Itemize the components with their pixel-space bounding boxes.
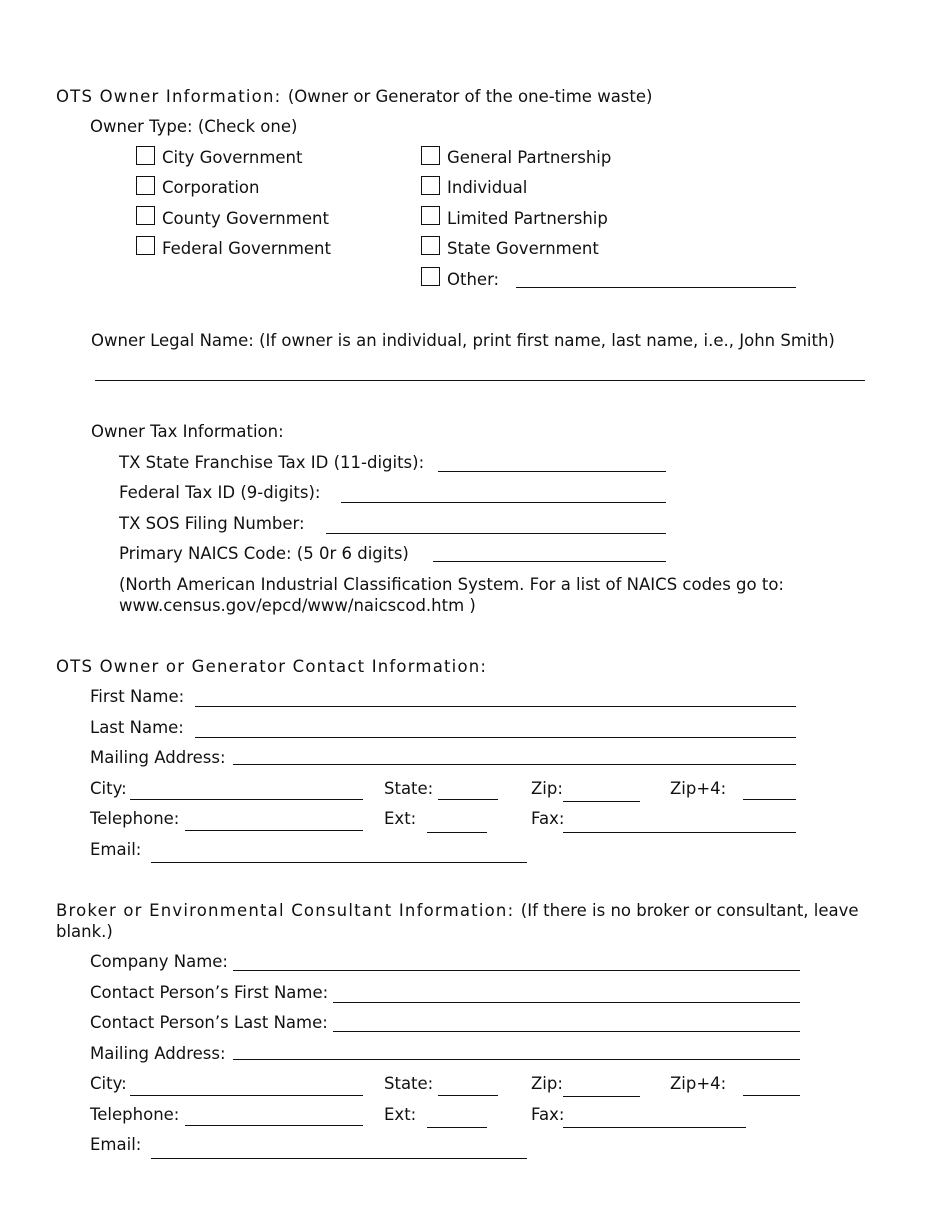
broker-mailing-field[interactable]: [233, 1059, 800, 1060]
contact-zip4-field[interactable]: [743, 799, 796, 800]
naics-label: Primary NAICS Code: (5 0r 6 digits): [119, 544, 409, 563]
broker-telephone-label: Telephone:: [90, 1105, 180, 1124]
naics-note-1: (North American Industrial Classification System. For a list of NAICS codes go to:: [119, 575, 784, 594]
broker-fax-field[interactable]: [563, 1127, 746, 1128]
broker-email-label: Email:: [90, 1135, 142, 1154]
option-individual: Individual: [447, 178, 528, 197]
broker-mailing-label: Mailing Address:: [90, 1044, 226, 1063]
contact-city-field[interactable]: [130, 799, 363, 800]
contact-zip4-label: Zip+4:: [670, 779, 727, 798]
broker-telephone-field[interactable]: [185, 1125, 363, 1126]
broker-info-note: (If there is no broker or consultant, leave: [520, 901, 859, 920]
checkbox-city-government[interactable]: [136, 146, 155, 165]
broker-zip-label: Zip:: [531, 1074, 563, 1093]
contact-last-name-field[interactable]: [195, 737, 796, 738]
option-city-government: City Government: [162, 148, 303, 167]
broker-city-label: City:: [90, 1074, 127, 1093]
owner-info-note: (Owner or Generator of the one-time waste): [287, 87, 653, 106]
franchise-tax-label: TX State Franchise Tax ID (11-digits):: [119, 453, 425, 472]
franchise-tax-field[interactable]: [438, 471, 666, 472]
option-state-government: State Government: [447, 239, 599, 258]
contact-telephone-label: Telephone:: [90, 809, 180, 828]
checkbox-general-partnership[interactable]: [421, 146, 440, 165]
contact-zip-label: Zip:: [531, 779, 563, 798]
broker-city-field[interactable]: [130, 1095, 363, 1096]
owner-type-label: Owner Type: (Check one): [90, 117, 298, 136]
checkbox-county-government[interactable]: [136, 206, 155, 225]
checkbox-individual[interactable]: [421, 176, 440, 195]
broker-ext-field[interactable]: [427, 1127, 487, 1128]
contact-city-label: City:: [90, 779, 127, 798]
contact-state-field[interactable]: [438, 799, 498, 800]
contact-info-heading: OTS Owner or Generator Contact Information:: [56, 657, 488, 676]
broker-contact-last-label: Contact Person’s Last Name:: [90, 1013, 328, 1032]
checkbox-limited-partnership[interactable]: [421, 206, 440, 225]
broker-fax-label: Fax:: [531, 1105, 565, 1124]
checkbox-state-government[interactable]: [421, 236, 440, 255]
checkbox-corporation[interactable]: [136, 176, 155, 195]
other-field[interactable]: [516, 287, 796, 288]
broker-contact-first-field[interactable]: [333, 1002, 800, 1003]
option-general-partnership: General Partnership: [447, 148, 612, 167]
broker-zip-field[interactable]: [563, 1096, 640, 1097]
contact-mailing-field[interactable]: [233, 764, 796, 765]
sos-filing-label: TX SOS Filing Number:: [119, 514, 305, 533]
contact-first-name-field[interactable]: [195, 706, 796, 707]
option-limited-partnership: Limited Partnership: [447, 209, 608, 228]
broker-state-label: State:: [384, 1074, 434, 1093]
federal-tax-field[interactable]: [341, 502, 666, 503]
contact-last-name-label: Last Name:: [90, 718, 184, 737]
broker-ext-label: Ext:: [384, 1105, 417, 1124]
sos-filing-field[interactable]: [326, 533, 666, 534]
broker-contact-last-field[interactable]: [333, 1031, 800, 1032]
option-other: Other:: [447, 270, 500, 289]
contact-mailing-label: Mailing Address:: [90, 748, 226, 767]
broker-info-title: Broker or Environmental Consultant Information:: [56, 901, 515, 920]
broker-company-field[interactable]: [233, 970, 800, 971]
broker-state-field[interactable]: [438, 1095, 498, 1096]
naics-note-2: www.census.gov/epcd/www/naicscod.htm ): [119, 596, 476, 615]
broker-zip4-label: Zip+4:: [670, 1074, 727, 1093]
option-corporation: Corporation: [162, 178, 260, 197]
contact-fax-field[interactable]: [563, 832, 796, 833]
naics-field[interactable]: [433, 561, 666, 562]
broker-info-heading: [56, 901, 859, 921]
contact-email-field[interactable]: [151, 862, 527, 863]
tax-info-heading: Owner Tax Information:: [91, 422, 284, 441]
contact-first-name-label: First Name:: [90, 687, 185, 706]
checkbox-other[interactable]: [421, 267, 440, 286]
contact-ext-field[interactable]: [427, 832, 487, 833]
contact-zip-field[interactable]: [563, 801, 640, 802]
option-county-government: County Government: [162, 209, 329, 228]
contact-ext-label: Ext:: [384, 809, 417, 828]
broker-contact-first-label: Contact Person’s First Name:: [90, 983, 329, 1002]
broker-zip4-field[interactable]: [743, 1095, 800, 1096]
contact-telephone-field[interactable]: [185, 830, 363, 831]
broker-email-field[interactable]: [151, 1158, 527, 1159]
contact-fax-label: Fax:: [531, 809, 565, 828]
federal-tax-label: Federal Tax ID (9-digits):: [119, 483, 321, 502]
option-federal-government: Federal Government: [162, 239, 331, 258]
legal-name-label: Owner Legal Name: (If owner is an individual, print first name, last name, i.e., John Smith): [91, 331, 835, 350]
owner-info-title: OTS Owner Information:: [56, 87, 282, 106]
checkbox-federal-government[interactable]: [136, 236, 155, 255]
contact-state-label: State:: [384, 779, 434, 798]
owner-info-heading: [56, 87, 652, 107]
contact-email-label: Email:: [90, 840, 142, 859]
legal-name-field[interactable]: [95, 380, 865, 381]
broker-company-label: Company Name:: [90, 952, 228, 971]
broker-info-note-2: blank.): [56, 922, 113, 941]
